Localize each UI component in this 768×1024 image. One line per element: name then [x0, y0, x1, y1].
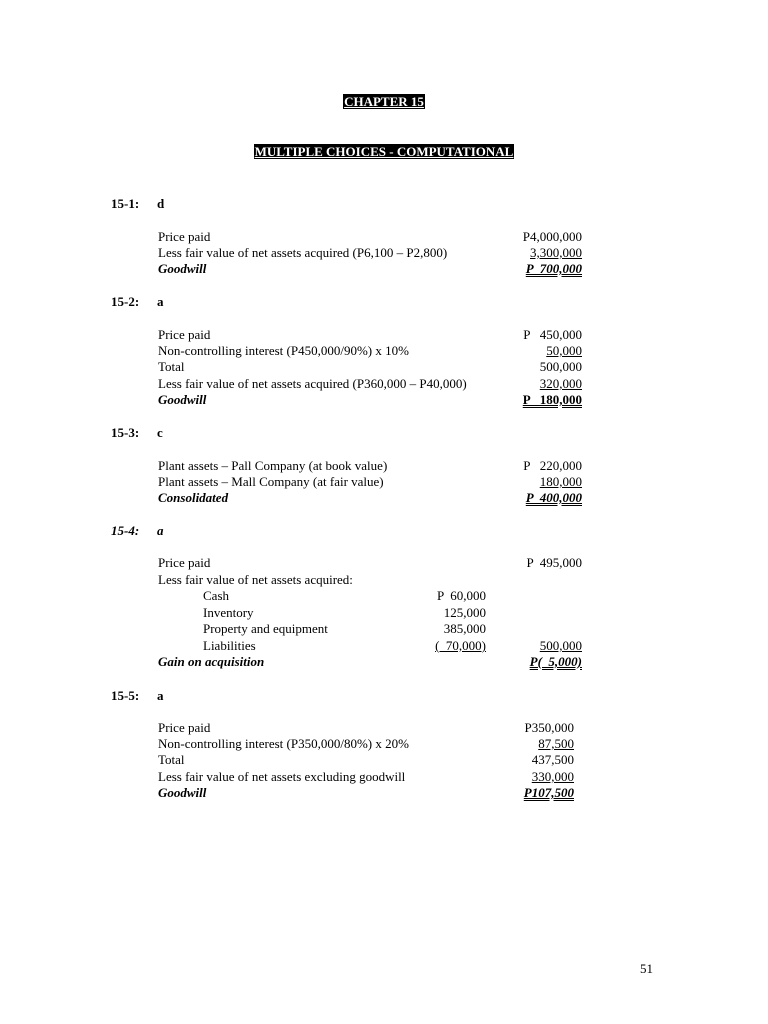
- item-label: Consolidated: [158, 490, 229, 505]
- amount-value: P 700,000: [525, 261, 582, 276]
- question-number: 15-5:: [111, 688, 140, 703]
- amount-value: ( 70,000): [435, 638, 486, 653]
- amount-value: 87,500: [538, 736, 574, 751]
- item-label: Plant assets – Mall Company (at fair value): [158, 474, 384, 489]
- amount-value: 500,000: [539, 638, 582, 653]
- item-label: Goodwill: [158, 261, 207, 276]
- item-label: Non-controlling interest (P350,000/80%) x 20%: [158, 736, 409, 751]
- question-number: 15-3:: [111, 425, 140, 440]
- answer-letter: a: [157, 688, 164, 703]
- question-15-2-header: [111, 294, 164, 310]
- amount-value: 3,300,000: [530, 245, 582, 260]
- answer-letter: c: [157, 425, 163, 440]
- amount-value: 500,000: [539, 359, 582, 374]
- answer-letter: d: [157, 196, 165, 211]
- page-number: 51: [640, 961, 653, 976]
- sub-item-label: Liabilities: [203, 638, 256, 653]
- item-label: Less fair value of net assets acquired (P6,100 – P2,800): [158, 245, 448, 260]
- item-label: Gain on acquisition: [158, 654, 265, 669]
- amount-value: 320,000: [539, 376, 582, 391]
- sub-item-label: Inventory: [203, 605, 254, 620]
- answer-letter: a: [157, 294, 164, 309]
- question-number: 15-2:: [111, 294, 140, 309]
- chapter-title: CHAPTER 15: [344, 94, 424, 109]
- question-15-4-header: [111, 523, 164, 539]
- question-15-3-header: [111, 425, 163, 441]
- sub-item-label: Property and equipment: [203, 621, 328, 636]
- amount-value: 330,000: [531, 769, 574, 784]
- amount-value: P 450,000: [523, 327, 582, 342]
- item-label: Price paid: [158, 229, 211, 244]
- amount-value: P 220,000: [523, 458, 582, 473]
- answer-letter: a: [157, 523, 164, 538]
- amount-value: P 60,000: [437, 588, 486, 603]
- item-label: Plant assets – Pall Company (at book value): [158, 458, 388, 473]
- amount-value: P107,500: [523, 785, 574, 800]
- item-label: Total: [158, 752, 185, 767]
- item-label: Price paid: [158, 720, 211, 735]
- item-label: Non-controlling interest (P450,000/90%) x 10%: [158, 343, 409, 358]
- item-label: Goodwill: [158, 392, 207, 407]
- amount-value: P( 5,000): [529, 654, 582, 669]
- item-label: Price paid: [158, 555, 211, 570]
- question-number: 15-4:: [111, 523, 140, 538]
- item-label: Less fair value of net assets excluding goodwill: [158, 769, 406, 784]
- question-15-1-header: [111, 196, 164, 212]
- amount-value: 437,500: [531, 752, 574, 767]
- question-number: 15-1:: [111, 196, 140, 211]
- amount-value: P4,000,000: [522, 229, 582, 244]
- question-15-5-header: [111, 688, 164, 704]
- amount-value: 50,000: [546, 343, 582, 358]
- item-label: Less fair value of net assets acquired:: [158, 572, 353, 587]
- amount-value: 125,000: [443, 605, 486, 620]
- item-label: Goodwill: [158, 785, 207, 800]
- item-label: Total: [158, 359, 185, 374]
- amount-value: P350,000: [524, 720, 574, 735]
- amount-value: P 180,000: [522, 392, 582, 407]
- section-title: MULTIPLE CHOICES - COMPUTATIONAL: [254, 144, 514, 159]
- item-label: Less fair value of net assets acquired (P360,000 – P40,000): [158, 376, 467, 391]
- sub-item-label: Cash: [203, 588, 229, 603]
- amount-value: P 400,000: [525, 490, 582, 505]
- amount-value: 385,000: [443, 621, 486, 636]
- amount-value: 180,000: [539, 474, 582, 489]
- item-label: Price paid: [158, 327, 211, 342]
- amount-value: P 495,000: [526, 555, 582, 570]
